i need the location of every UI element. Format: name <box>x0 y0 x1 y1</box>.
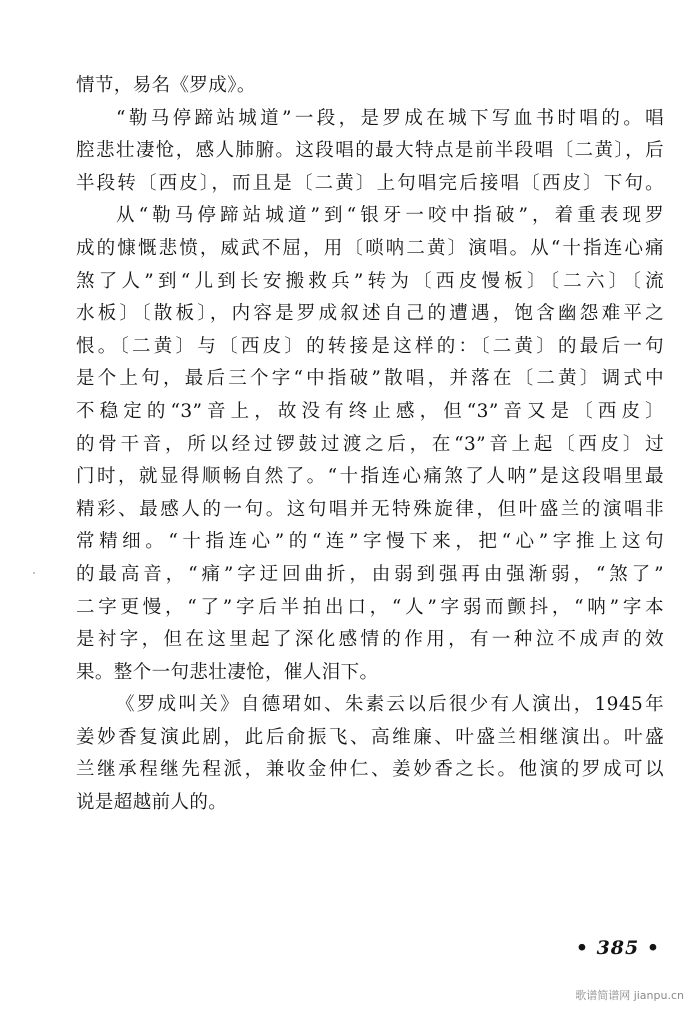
text-line: 精彩、最感人的一句。这句唱并无特殊旋律，但叶盛兰的演唱非 <box>76 498 664 520</box>
text-line: 常精细。“十指连心”的“连”字慢下来，把“心”字推上这句 <box>76 531 664 553</box>
text-line: 说是超越前人的。 <box>76 792 228 814</box>
body-text <box>76 70 664 820</box>
text-line: 情节，易名《罗成》。 <box>76 75 256 96</box>
text-line: 的骨干音，所以经过锣鼓过渡之后，在“3”音上起〔西皮〕过 <box>76 433 664 455</box>
text-line: 《罗成叫关》自德珺如、朱素云以后很少有人演出，1945年 <box>116 694 664 716</box>
text-line: 果。整个一句悲壮凄怆，催人泪下。 <box>76 661 379 683</box>
scan-speck <box>33 572 35 574</box>
text-line: 门时，就显得顺畅自然了。“十指连心痛煞了人呐”是这段唱里最 <box>76 466 664 488</box>
text-line: 腔悲壮凄怆，感人肺腑。这段唱的最大特点是前半段唱〔二黄〕，后 <box>76 140 664 162</box>
text-line: 的最高音，“痛”字迂回曲折，由弱到强再由强渐弱，“煞了” <box>76 563 664 585</box>
text-line: 不稳定的“3”音上，故没有终止感，但“3”音又是〔西皮〕 <box>76 400 664 422</box>
text-line: 成的慷慨悲愤，威武不屈，用〔唢呐二黄〕演唱。从“十指连心痛 <box>76 237 664 259</box>
text-line: 从“勒马停蹄站城道”到“银牙一咬中指破”，着重表现罗 <box>116 205 664 227</box>
site-watermark: 歌谱简谱网 jianpu.cn <box>575 989 684 1002</box>
text-line: 恨。〔二黄〕与〔西皮〕的转接是这样的：〔二黄〕的最后一句 <box>76 335 664 357</box>
text-line: 是衬字，但在这里起了深化感情的作用，有一种泣不成声的效 <box>76 629 664 651</box>
text-line: “勒马停蹄站城道”一段，是罗成在城下写血书时唱的。唱 <box>116 107 664 129</box>
text-line: 煞了人”到“儿到长安搬救兵”转为〔西皮慢板〕〔二六〕〔流 <box>76 270 664 292</box>
text-line: 半段转〔西皮〕，而且是〔二黄〕上句唱完后接唱〔西皮〕下句。 <box>76 172 664 194</box>
text-line: 是个上句，最后三个字“中指破”散唱，并落在〔二黄〕调式中 <box>76 368 664 390</box>
page-number: • 385 • <box>575 937 660 959</box>
text-line: 兰继承程继先程派，兼收金仲仁、姜妙香之长。他演的罗成可以 <box>76 759 664 781</box>
text-line: 二字更慢，“了”字后半拍出口，“人”字弱而颤抖，“呐”字本 <box>76 596 664 618</box>
text-line: 水板〕〔散板〕，内容是罗成叙述自己的遭遇，饱含幽怨难平之 <box>76 303 664 325</box>
text-line: 姜妙香复演此剧，此后俞振飞、高维廉、叶盛兰相继演出。叶盛 <box>76 726 664 748</box>
